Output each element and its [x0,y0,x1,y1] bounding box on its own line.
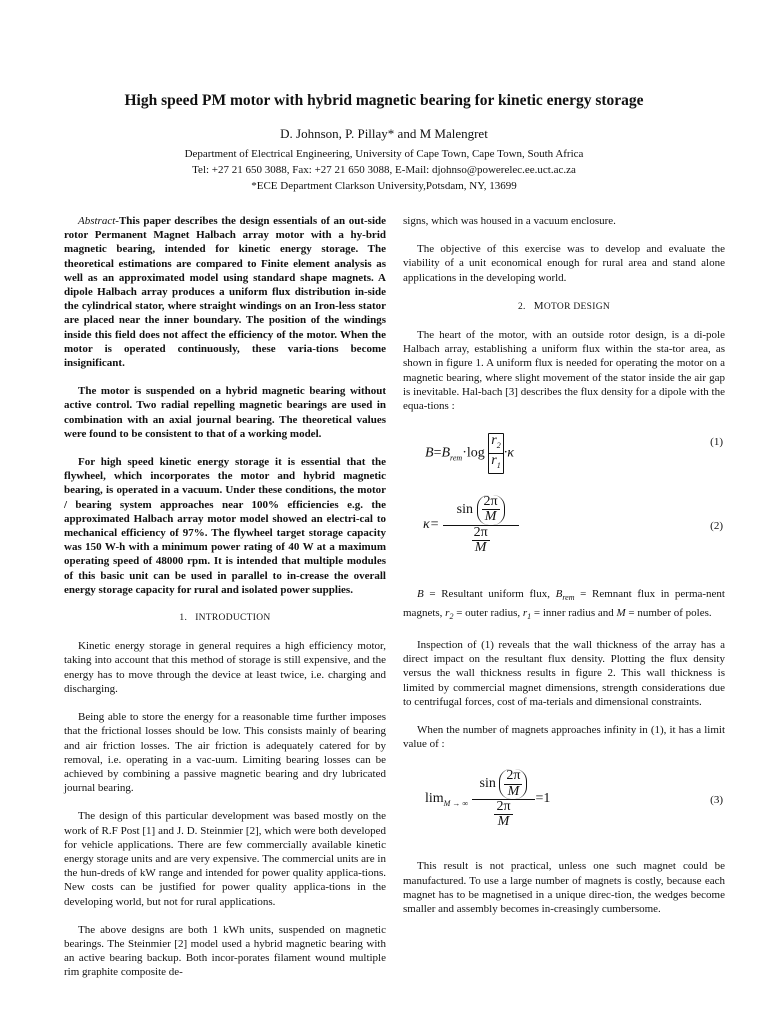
equation-number: (2) [710,520,723,533]
eq-fraction [443,495,519,555]
eq-symbol: r [491,433,497,449]
eq-numerator: 2π [473,524,488,540]
eq-parens [477,495,505,524]
abstract-label: Abstract- [78,215,119,227]
eq-subscript: M → ∞ [443,799,469,809]
eq-symbol: sin [456,502,474,518]
eq-fraction [482,495,500,524]
equation-2-body [423,495,519,555]
body-paragraph: The design of this particular development was based mostly on the work of R.F Post [1] and J. D. Steinmier [2], which were both developed for vehicle applications. There are few commercially available kinetic energy storage units and are very expensive. The commercial units are in the hun-dreds of kW range and intended for power quality applica-tions. New costs can be justified for power quality applica-tions in the developing world, but not for rural applications. [64,810,386,908]
eq-fraction [472,526,490,555]
body-paragraph: The above designs are both 1 kWh units, suspended on magnetic bearings. The Steinmier [2] model used a hybrid magnetic bearing with an active bearing backup. Both incor-porates filament wound multiple rim graphite composite de- [64,923,386,979]
abstract-paragraph [64,214,386,370]
section-title-initial: M [533,299,544,312]
equation-2 [403,491,725,577]
equation-1-body [425,433,514,474]
abstract-text: This paper describes the design essentials of an out-side rotor Permanent Magnet Halbach array motor with a hy-brid magnetic bearing, intended for kinetic energy storage. The theoretical estimations are compared to Finite element analysis as well as an approximated model using standard shape magnets. A dipole Halbach array produces a uniform flux distribution in-side the cylindrical stator, where straight windings on an Iron-less stator are placed near the inner boundary. The position of the windings inside this field does not affect the efficiency of the motor. When the motor is operated continuously, these varia-tions become insignificant. [64,215,386,370]
eq-symbol: ·κ [503,445,514,461]
eq-fraction [489,434,502,473]
body-paragraph: The objective of this exercise was to develop and evaluate the viability of a unit economical enough for rural area and stand alone applications in the developing world. [403,243,725,284]
eq-symbol: B [441,445,451,461]
eq-bracket [488,433,503,474]
equation-1 [403,427,725,481]
eq-symbol: lim [425,791,444,807]
affiliation-line: *ECE Department Clarkson University,Potsdam, NY, 13699 [251,180,517,192]
eq-numerator [443,495,519,525]
eq-symbol: = [433,445,442,461]
symbol-definitions: B = Resultant uniform flux, $B_{rem}$ = Remnant flux in perma-nent magnets, $r_2$ = outer radius, $r_1$ = inner radius and M = number of poles. [403,588,725,621]
eq-symbol: sin [479,776,496,792]
eq-parens [499,769,527,798]
contact-line: Tel: +27 21 650 3088, Fax: +27 21 650 3088, E-Mail: djohnso@powerelec.ee.uct.ac.za [192,164,576,176]
body-paragraph: Kinetic energy storage in general requires a high efficiency motor, taking into account that this method of storage is still expensive, and the energy has to move through the device at least twice, i.e. charging and discharging. [64,640,386,695]
eq-fraction [472,769,536,829]
authors: D. Johnson, P. Pillay* and M Malengret [280,126,488,141]
body-paragraph: This result is not practical, unless one such magnet could be manufactured. To use a large number of magnets is costly, because each magnet has to be magnetised in a unique direc-tion, the wedges become smaller and assembly becomes in-creasingly cumbersome. [403,860,725,916]
eq-subscript: 1 [496,461,501,471]
section-heading [64,611,386,625]
section-number: 1. [179,613,188,624]
abstract-paragraph: The motor is suspended on a hybrid magnetic bearing without active control. Two radial repelling magnetic bearings are used in combination with an axial journal bearing. The theoretical values were found to be consistent to that of a working model. [64,385,386,440]
eq-numerator: 2π [483,494,498,510]
body-paragraph: When the number of magnets approaches infinity in (1), it has a limit value of : [403,724,725,751]
affiliation-block [0,146,768,194]
eq-symbol: B [425,445,434,461]
body-paragraph: The heart of the motor, with an outside rotor design, is a di-pole Halbach array, establishing a uniform flux within the sta-tor area, as shown in figure 1. A uniform flux is needed for operating the motor on a magnetic bearing, where slight movement of the stator inside the air gap is inevitable. Hal-bach [3] describes the flux density for a dipole with the equa-tions : [403,329,725,413]
eq-denominator: M [474,539,487,555]
eq-subscript: rem [450,453,463,463]
body-paragraph: Inspection of (1) reveals that the wall thickness of the array has a direct impact on the resultant flux density. Plotting the flux density versus the wall thickness results in figure 2. This wall thickness is limited by commercial magnet dimensions, strength considerations due to centrifugal forces, cost of ma-terials and dimensional constraints. [403,639,725,708]
eq-numerator: 2π [496,798,511,814]
eq-numerator [472,769,536,799]
eq-symbol: κ= [423,517,440,533]
equation-3 [403,765,725,849]
eq-denominator [443,526,519,555]
eq-fraction [494,800,512,829]
equation-3-body [425,769,550,829]
section-number: 2. [517,301,526,312]
right-column [403,214,725,930]
abstract-paragraph: For high speed kinetic energy storage it is essential that the flywheel, which incorporates the motor and hybrid magnetic bearing, is operated in a vacuum. Under these conditions, the motor / bearing system approaches near 100% efficiencies e.g. the approximated Halbach array motor model showed an electri-cal to mechanical efficiency of 97%. The flywheel target storage capacity was 150 W-h with a minimum power rating of 40 W at a maximum operating speed of 48000 rpm. It is intended that multiple modules of this basic unit can be used in parallel to in-crease the overall energy storage capacity for rural and isolated power supplies. [64,456,386,596]
body-paragraph: signs, which was housed in a vacuum enclosure. [403,215,616,227]
body-paragraph: Being able to store the energy for a reasonable time further imposes that the frictional losses should be low. This consists mainly of bearing and air friction losses. The air friction is adequately catered for by removal, i.e. operating in a vac-uum. Limiting bearing losses can be achieved by combining a passive magnetic bearing and dry lubricated journal bearing. [64,711,386,795]
eq-symbol: =1 [535,791,551,807]
eq-numerator [489,434,502,454]
section-title: OTOR DESIGN [543,301,611,312]
section-heading [403,299,725,314]
affiliation-line: Department of Electrical Engineering, University of Cape Town, Cape Town, South Africa [184,148,584,160]
equation-number: (1) [710,436,723,449]
eq-symbol: ·log [462,445,485,461]
eq-subscript: 2 [496,441,501,451]
eq-denominator: M [484,509,497,525]
eq-fraction [504,769,522,798]
eq-denominator [472,800,536,829]
eq-numerator: 2π [506,768,521,784]
left-column [64,214,386,994]
eq-denominator [489,454,502,473]
section-title: INTRODUCTION [195,613,271,624]
equation-number: (3) [710,794,723,807]
eq-denominator: M [507,783,520,799]
eq-denominator: M [497,814,510,830]
eq-symbol: r [491,453,497,469]
paper-title: High speed PM motor with hybrid magnetic bearing for kinetic energy storage [124,92,644,109]
